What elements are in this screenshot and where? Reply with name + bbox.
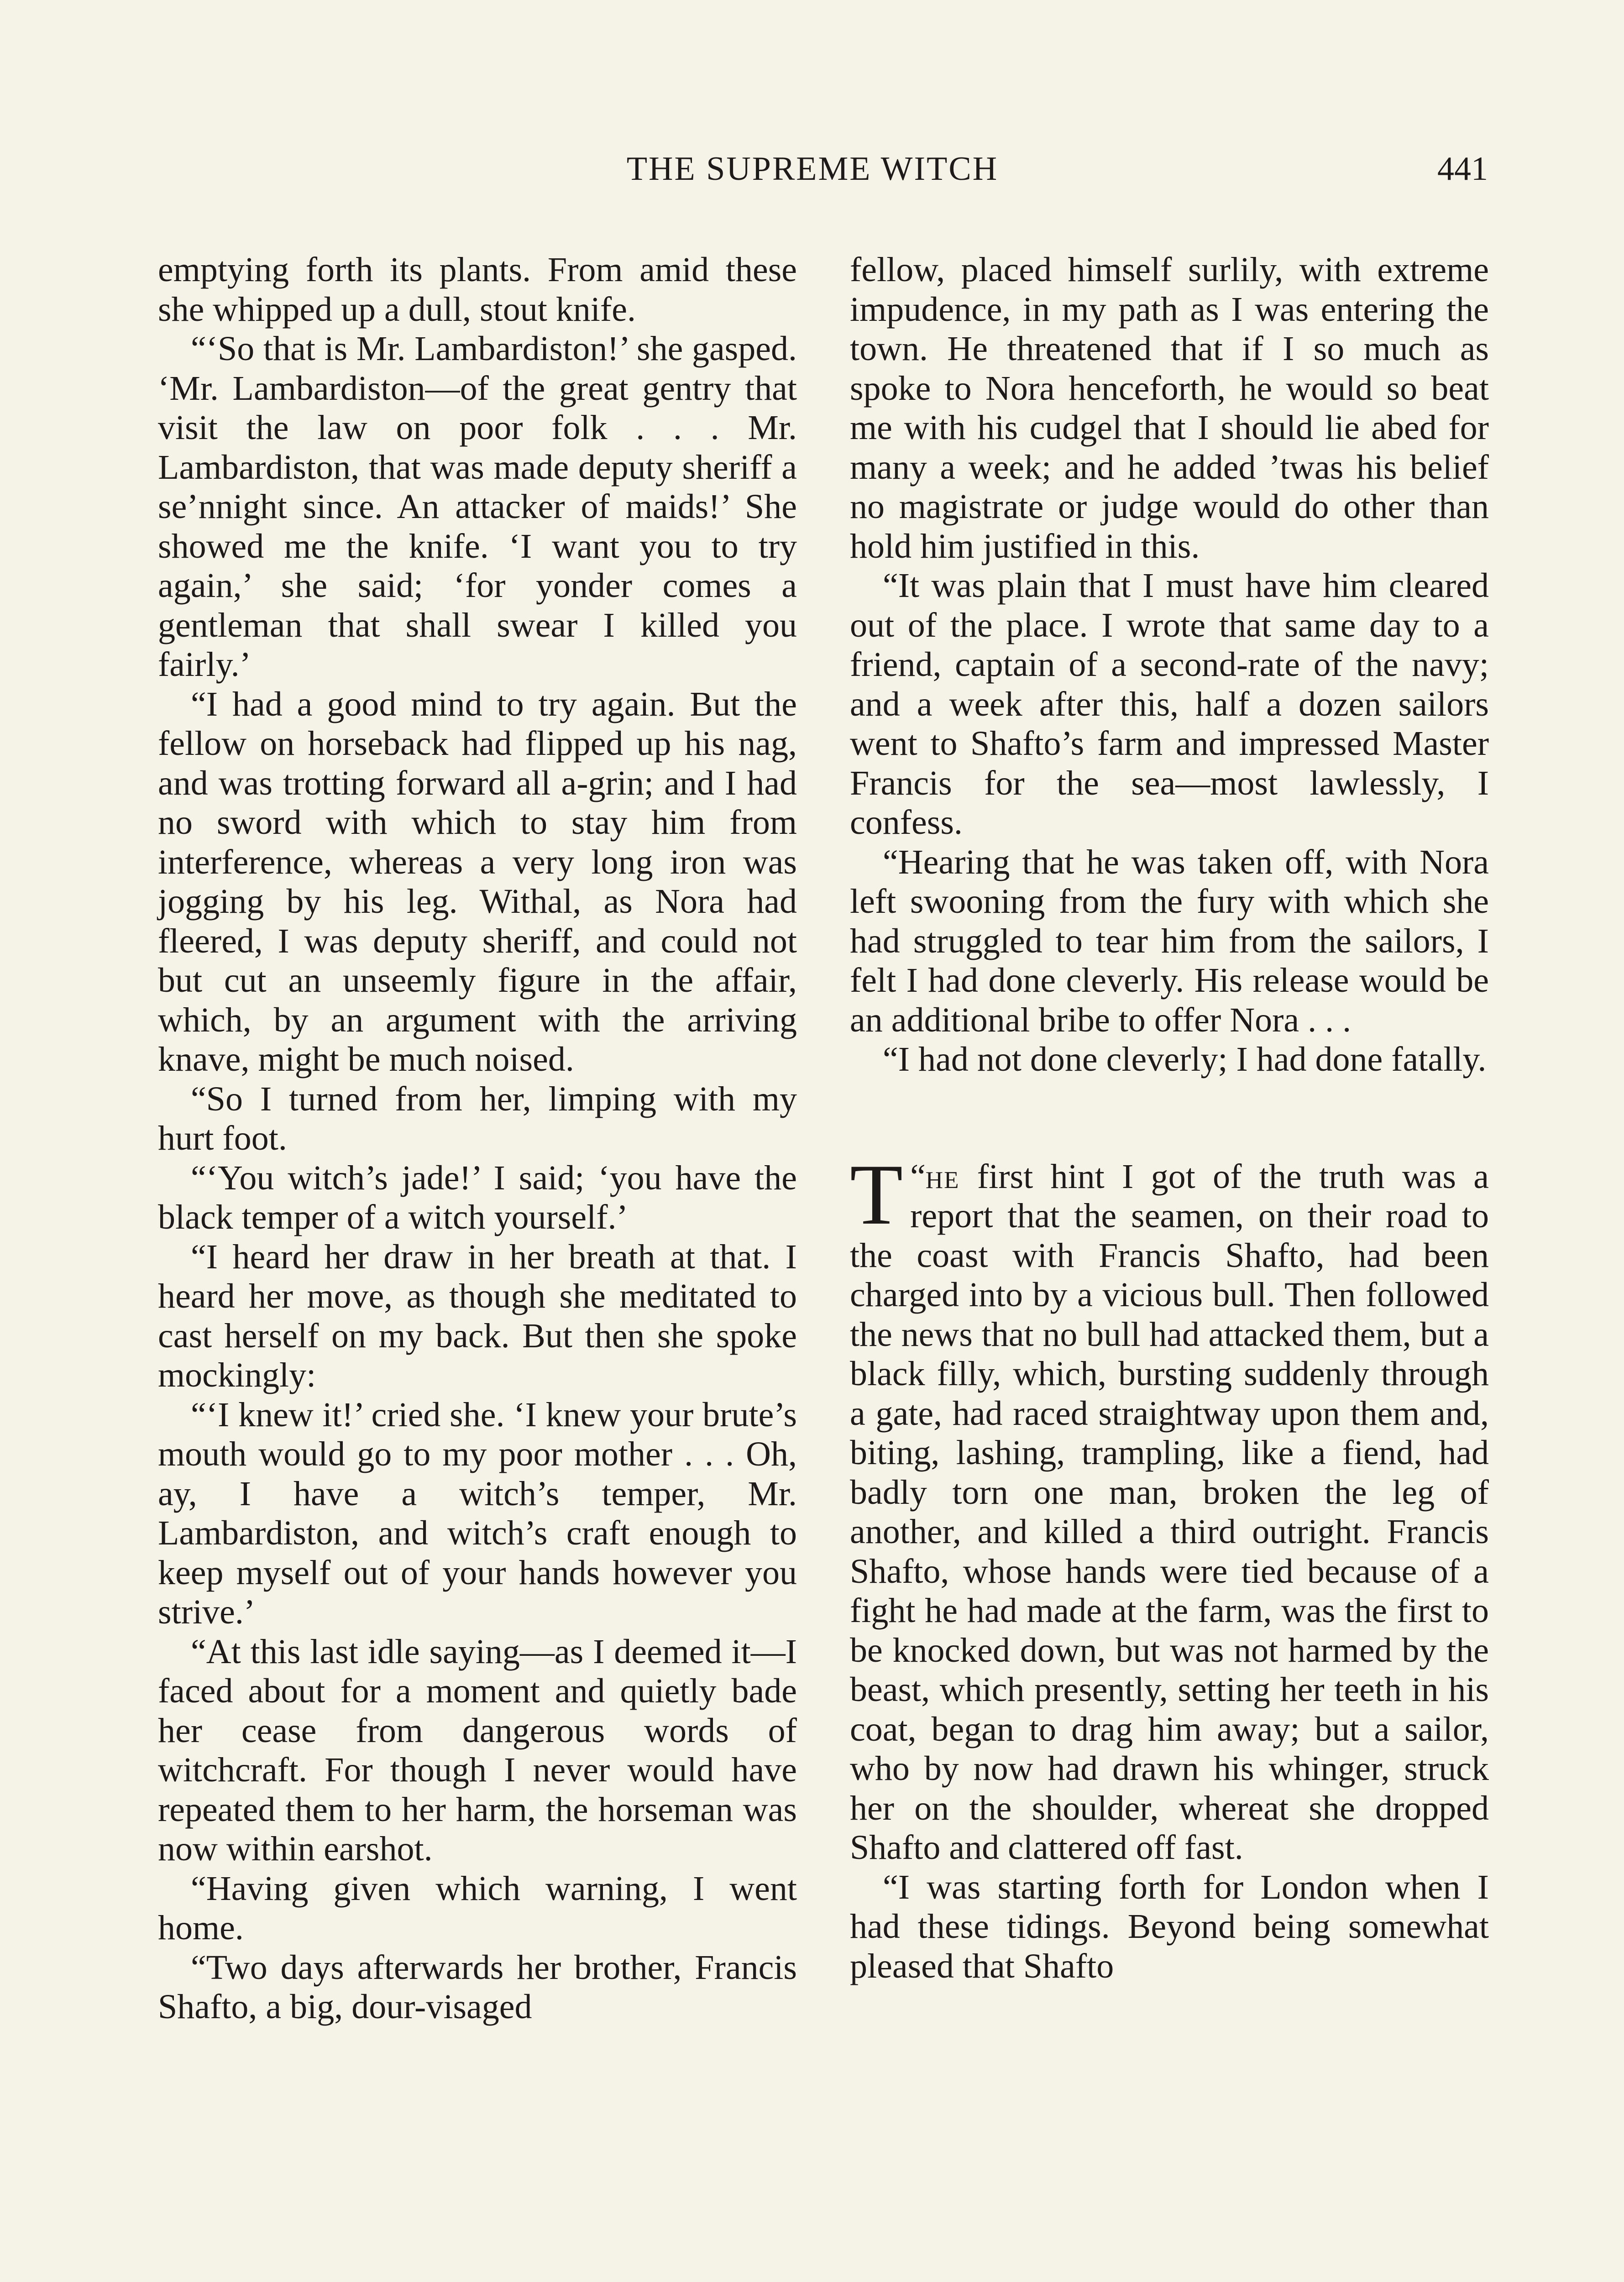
paragraph: “‘I knew it!’ cried she. ‘I knew your brute’s mouth would go to my poor mother . . . Oh, ay, I have a witch’s temper, Mr. Lambardiston, and witch’s craft enough to keep myself out of your hands however you strive.’ bbox=[158, 1395, 797, 1631]
paragraph: “I was starting forth for London when I had these tidings. Beyond being somewhat pleased that Shafto bbox=[850, 1868, 1489, 1985]
left-column bbox=[158, 250, 797, 2027]
dropcap-paragraph bbox=[850, 1146, 1489, 1868]
paragraph: “So I turned from her, limping with my hurt foot. bbox=[158, 1079, 797, 1157]
paragraph: emptying forth its plants. From amid these she whipped up a dull, stout knife. bbox=[158, 251, 797, 329]
paragraph: fellow, placed himself surlily, with extreme impudence, in my path as I was entering the town. He threatened that if I so much as spoke to Nora henceforth, he would so beat me with his cudgel that I should lie abed for many a week; and he added ’twas his belief no magistrate or judge would do other than hold him justified in this. bbox=[850, 251, 1489, 565]
opening-quote: “ bbox=[910, 1157, 926, 1196]
paragraph: “Having given which warning, I went home. bbox=[158, 1869, 797, 1947]
paragraph: “Hearing that he was taken off, with Nora left swooning from the fury with which she had struggled to tear him from the sailors, I felt I had done cleverly. His release would be an additional bribe to offer Nora . . . bbox=[850, 843, 1489, 1039]
drop-cap: T bbox=[850, 1146, 903, 1243]
page-number: 441 bbox=[1437, 150, 1488, 188]
paragraph: “I heard her draw in her breath at that. I heard her move, as though she meditated to cast herself on my back. But then she spoke mockingly: bbox=[158, 1237, 797, 1394]
paragraph: “‘So that is Mr. Lambardiston!’ she gasped. ‘Mr. Lambardiston—of the great gentry that visit the law on poor folk . . . Mr. Lambardiston, that was made deputy sheriff a se’nnight since. An attacker of maids!’ She showed me the knife. ‘I want you to try again,’ she said; ‘for yonder comes a gentleman that shall swear I killed you fairly.’ bbox=[158, 330, 797, 684]
dropcap-paragraph-text: first hint I got of the truth was a report that the seamen, on their road to the coast with Francis Shafto, had been charged into by a vicious bull. Then followed the news that no bull had attacked them, but a black filly, which, bursting suddenly through a gate, had raced straightway upon them and, biting, lashing, trampling, like a fiend, had badly torn one man, broken the leg of another, and killed a third outright. Francis Shafto, whose hands were tied because of a fight he had made at the farm, was the first to be knocked down, but was not harmed by the beast, which presently, setting her teeth in his coat, began to drag him away; but a sailor, who by now had drawn his whinger, struck her on the shoulder, whereat she dropped Shafto and clattered off fast. bbox=[850, 1157, 1489, 1867]
paragraph: “I had not done cleverly; I had done fatally. bbox=[883, 1040, 1487, 1078]
running-header bbox=[0, 147, 1624, 197]
paragraph: “I had a good mind to try again. But the fellow on horseback had flipped up his nag, and was trotting forward all a-grin; and I had no sword with which to stay him from interference, whereas a very long iron was jogging by his leg. Withal, as Nora had fleered, I was deputy sheriff, and could not but cut an unseemly figure in the affair, which, by an argument with the arriving knave, might be much noised. bbox=[158, 685, 797, 1078]
paragraph: “Two days afterwards her brother, Francis Shafto, a big, dour-visaged bbox=[158, 1948, 797, 2026]
section-break bbox=[850, 1079, 1489, 1157]
right-column bbox=[850, 250, 1489, 1986]
paragraph: “‘You witch’s jade!’ I said; ‘you have the black temper of a witch yourself.’ bbox=[158, 1158, 797, 1236]
dropcap-smallcaps: he bbox=[925, 1157, 960, 1196]
running-title: THE SUPREME WITCH bbox=[626, 150, 999, 188]
paragraph: “At this last idle saying—as I deemed it—I faced about for a moment and quietly bade her cease from dangerous words of witchcraft. For though I never would have repeated them to her harm, the horseman was now within earshot. bbox=[158, 1632, 797, 1868]
paragraph: “It was plain that I must have him cleared out of the place. I wrote that same day to a friend, captain of a second-rate of the navy; and a week after this, half a dozen sailors went to Shafto’s farm and impressed Master Francis for the sea—most lawlessly, I confess. bbox=[850, 566, 1489, 842]
